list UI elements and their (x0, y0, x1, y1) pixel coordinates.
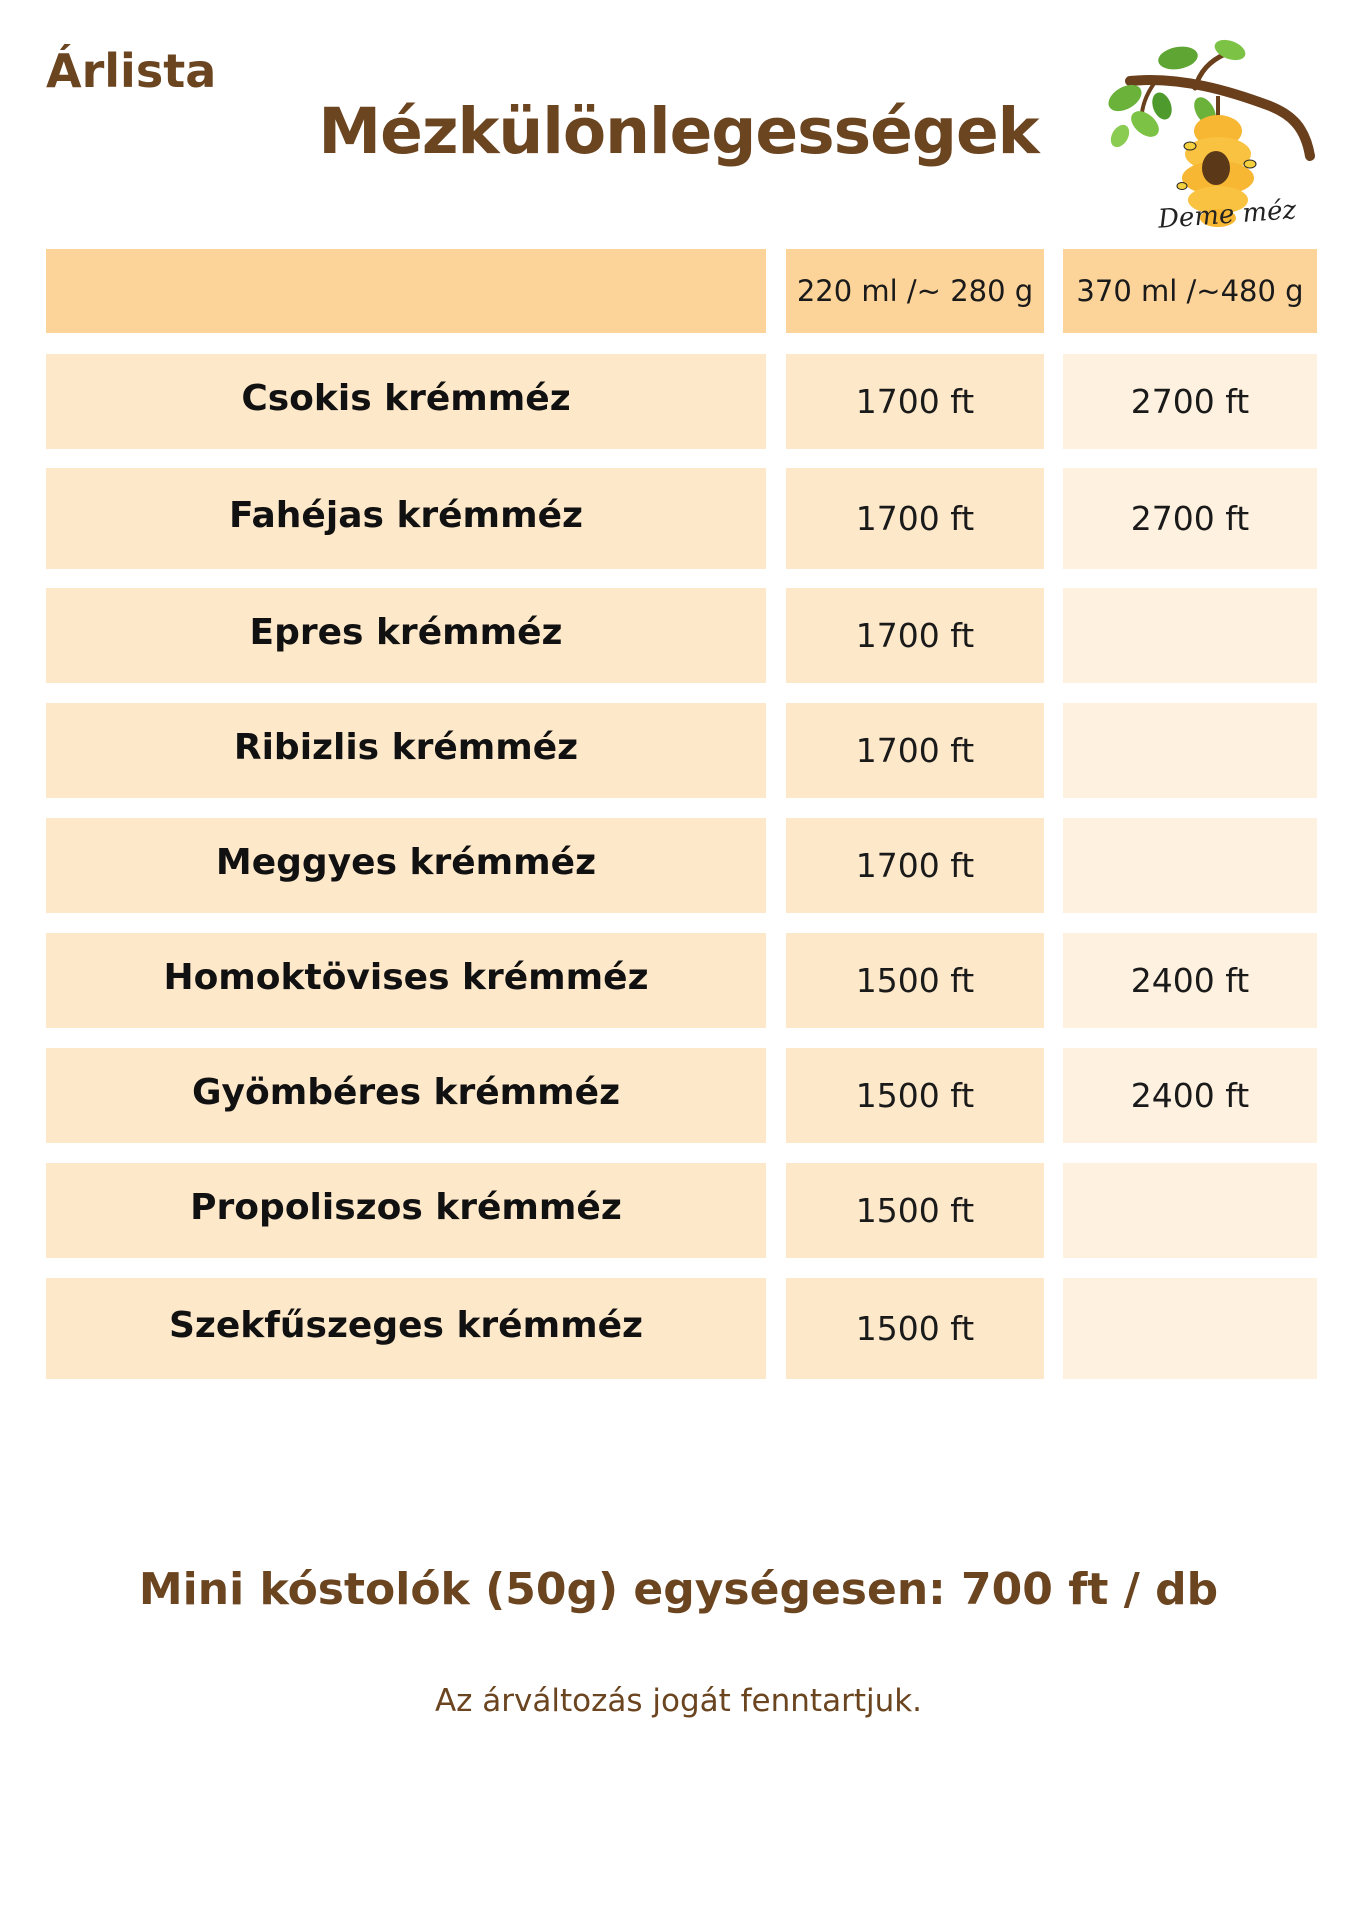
header-blank-cell (46, 249, 766, 333)
price-large: 2700 ft (1063, 354, 1317, 449)
price-small: 1500 ft (786, 1163, 1044, 1258)
product-name: Propoliszos krémméz (46, 1163, 766, 1258)
price-large (1063, 588, 1317, 683)
price-small: 1700 ft (786, 818, 1044, 913)
product-name: Csokis krémméz (46, 354, 766, 449)
price-large (1063, 1278, 1317, 1379)
price-list-label: Árlista (46, 44, 217, 98)
price-large (1063, 818, 1317, 913)
product-name: Homoktövises krémméz (46, 933, 766, 1028)
header-size-large: 370 ml /~480 g (1063, 249, 1317, 333)
price-small: 1700 ft (786, 588, 1044, 683)
mini-tasters-note: Mini kóstolók (50g) egységesen: 700 ft / db (138, 1564, 1219, 1615)
price-large: 2700 ft (1063, 468, 1317, 569)
product-name: Epres krémméz (46, 588, 766, 683)
price-large: 2400 ft (1063, 1048, 1317, 1143)
product-name: Fahéjas krémméz (46, 468, 766, 569)
header-size-small: 220 ml /~ 280 g (786, 249, 1044, 333)
price-small: 1700 ft (786, 468, 1044, 569)
price-change-disclaimer: Az árváltozás jogát fenntartjuk. (434, 1683, 923, 1719)
price-small: 1500 ft (786, 1278, 1044, 1379)
page-title: Mézkülönlegességek (318, 95, 1039, 168)
price-large: 2400 ft (1063, 933, 1317, 1028)
product-name: Ribizlis krémméz (46, 703, 766, 798)
price-small: 1500 ft (786, 1048, 1044, 1143)
price-large (1063, 703, 1317, 798)
product-name: Szekfűszeges krémméz (46, 1278, 766, 1379)
logo-text: Deme méz (1157, 195, 1298, 235)
price-small: 1500 ft (786, 933, 1044, 1028)
product-name: Gyömbéres krémméz (46, 1048, 766, 1143)
price-small: 1700 ft (786, 354, 1044, 449)
product-name: Meggyes krémméz (46, 818, 766, 913)
price-small: 1700 ft (786, 703, 1044, 798)
price-large (1063, 1163, 1317, 1258)
